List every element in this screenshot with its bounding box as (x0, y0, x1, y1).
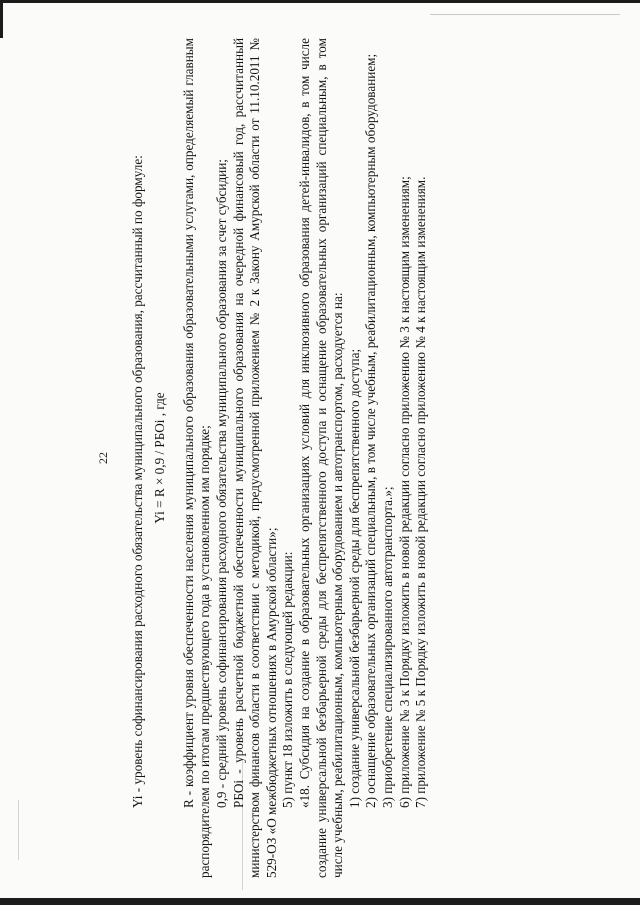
definition-rbo: РБОi - уровень расчетной бюджетной обеспеченности муниципального образования на очередной финансовый год, рассчитанный министерством финансов области в соответствии с методикой, предусмотренной приложением № 2 к Закону Амурской области от 11.10.2011 № 529-ОЗ «О межбюджетных отношениях в Амурской области»; (230, 38, 279, 878)
scan-edge-left-top (0, 0, 3, 38)
point-6: 6) приложение № 3 к Порядку изложить в новой редакции согласно приложению № 3 к настоящим изменениям; (396, 176, 412, 808)
scan-edge-top (0, 0, 640, 3)
scan-fold-line-2 (18, 800, 19, 860)
item-3: 3) приобретение специализированного автотранспорта.»; (379, 486, 395, 808)
point-7: 7) приложение № 5 к Порядку изложить в новой редакции согласно приложению № 4 к настоящим изменениям. (413, 176, 429, 808)
definition-0-9: 0,9 - средний уровень софинансирования расходного обязательства муниципального образования за счет субсидии; (213, 159, 229, 808)
scan-edge-bottom (0, 898, 640, 905)
definition-r: R - коэффициент уровня обеспеченности населения муниципального образования образовательными услугами, определяемый главным распорядителем по итогам предшествующего года в установленном им порядке; (180, 38, 213, 878)
formula: Yi = R × 0,9 / РБОi , где (152, 392, 168, 524)
point-5: 5) пункт 18 изложить в следующей редакции: (280, 551, 296, 808)
scan-dash-line (430, 14, 620, 15)
definition-yi: Yi - уровень софинансирования расходного обязательства муниципального образования, рассчитанный по формуле: (129, 155, 145, 808)
page-number: 22 (96, 452, 110, 464)
item-1: 1) создание универсальной безбарьерной среды для беспрепятственного доступа; (346, 348, 362, 808)
document-text-block (95, 38, 580, 878)
point-18-text: «18. Субсидия на создание в образовательных организациях условий для инклюзивного образования детей-инвалидов, в том числе создание универсальной безбарьерной среды для беспрепятственного доступа и оснащение образовательных организаций специальным, в том числе учебным, реабилитационным, компьютерным оборудованием и автотранспортом, расходуется на: (296, 38, 346, 878)
item-2: 2) оснащение образовательных организаций специальным, в том числе учебным, реабилитационным, компьютерным оборудованием; (363, 53, 379, 808)
